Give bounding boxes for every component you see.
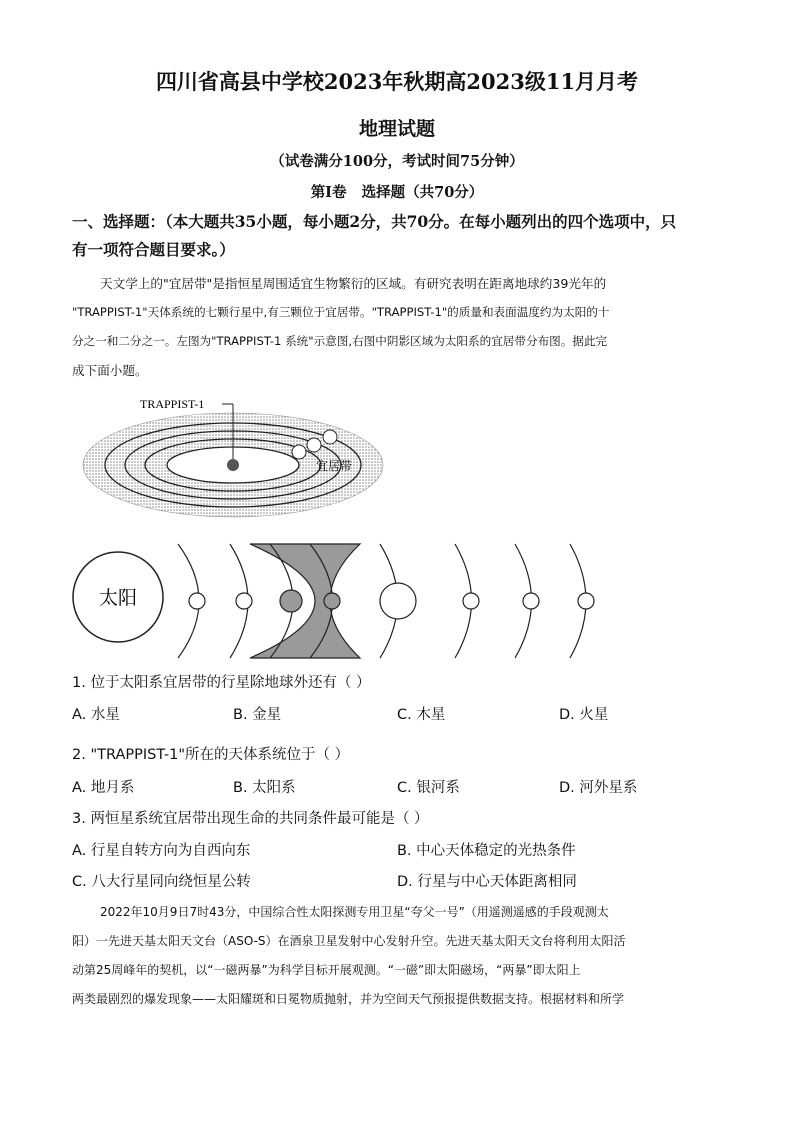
planet-1 xyxy=(292,445,306,459)
question-1-option-a[interactable]: A. 水星 xyxy=(72,707,120,723)
planet-neptune xyxy=(578,593,594,609)
material-paragraph-2 xyxy=(72,898,722,1014)
planet-3 xyxy=(323,430,337,444)
material2-line2: 阳）一先进天基太阳天文台（ASO-S）在酒泉卫星发射中心发射升空。先进天基太阳天文台将利用太阳活 xyxy=(72,934,626,948)
material1-line4: 成下面小题。 xyxy=(72,363,148,378)
question-2-option-d[interactable]: D. 河外星系 xyxy=(559,780,638,796)
planet-mercury xyxy=(189,593,205,609)
question-2-option-a[interactable]: A. 地月系 xyxy=(72,780,135,796)
material1-line3: 分之一和二分之一。左图为"TRAPPIST-1 系统"示意图,右图中阴影区域为太阳系的宜居带分布图。据此完 xyxy=(72,334,608,348)
sun-label: 太阳 xyxy=(98,587,138,609)
question-3-option-b[interactable]: B. 中心天体稳定的光热条件 xyxy=(397,843,576,859)
question-2-stem: 2. "TRAPPIST-1"所在的天体系统位于（ ） xyxy=(72,747,350,763)
planet-uranus xyxy=(523,593,539,609)
subject-title: 地理试题 xyxy=(358,118,435,140)
star-trappist xyxy=(227,459,239,471)
question-3-option-a[interactable]: A. 行星自转方向为自西向东 xyxy=(72,843,251,859)
volume-title: 第Ⅰ卷 选择题（共70分） xyxy=(310,184,484,201)
material1-line2: "TRAPPIST-1"天体系统的七颗行星中,有三颗位于宜居带。"TRAPPIST-1"的质量和表面温度约为太阳的十 xyxy=(72,305,610,319)
question-2-option-b[interactable]: B. 太阳系 xyxy=(233,780,296,796)
planet-jupiter xyxy=(380,583,416,619)
question-1-stem: 1. 位于太阳系宜居带的行星除地球外还有（ ） xyxy=(72,675,371,691)
habitable-zone-band xyxy=(250,544,360,658)
material2-line4: 两类最剧烈的爆发现象——太阳耀斑和日冕物质抛射，并为空间天气预报提供数据支持。根据材料和所学 xyxy=(72,992,625,1006)
star-label: TRAPPIST-1 xyxy=(140,397,205,411)
question-3-option-c[interactable]: C. 八大行星同向绕恒星公转 xyxy=(72,874,251,890)
question-2-option-c[interactable]: C. 银河系 xyxy=(397,780,460,796)
question-3-option-d[interactable]: D. 行星与中心天体距离相同 xyxy=(397,874,577,890)
question-3-stem: 3. 两恒星系统宜居带出现生命的共同条件最可能是（ ） xyxy=(72,811,429,827)
material-paragraph-1 xyxy=(72,269,722,385)
exam-title: 四川省高县中学校2023年秋期高2023级11月月考 xyxy=(155,69,639,94)
exam-note: （试卷满分100分，考试时间75分钟） xyxy=(270,153,524,170)
planet-saturn xyxy=(463,593,479,609)
trappist-system-figure xyxy=(80,392,390,522)
question-1-option-b[interactable]: B. 金星 xyxy=(233,707,282,723)
question-1-option-c[interactable]: C. 木星 xyxy=(397,707,446,723)
planet-earth xyxy=(280,590,302,612)
material1-line1: 天文学上的"宜居带"是指恒星周围适宜生物繁衍的区域。有研究表明在距离地球约39光年的 xyxy=(100,276,607,291)
planet-mars xyxy=(324,593,340,609)
section-heading-line2: 有一项符合题目要求。） xyxy=(72,240,235,259)
planet-venus xyxy=(236,593,252,609)
question-1-option-d[interactable]: D. 火星 xyxy=(559,707,609,723)
planet-2 xyxy=(307,438,321,452)
material2-line3: 动第25周峰年的契机，以“一磁两暴”为科学目标开展观测。“一磁”即太阳磁场，“两暴”即太阳上 xyxy=(72,963,581,977)
material2-line1: 2022年10月9日7时43分，中国综合性太阳探测专用卫星“夸父一号”（用遥测遥感的手段观测太 xyxy=(100,905,609,919)
zone-label: 宜居带 xyxy=(316,459,353,473)
solar-system-figure xyxy=(70,540,630,662)
section-heading xyxy=(72,208,732,264)
section-heading-line1: 一、选择题：（本大题共35小题，每小题2分，共70分。在每小题列出的四个选项中，只 xyxy=(72,212,677,231)
